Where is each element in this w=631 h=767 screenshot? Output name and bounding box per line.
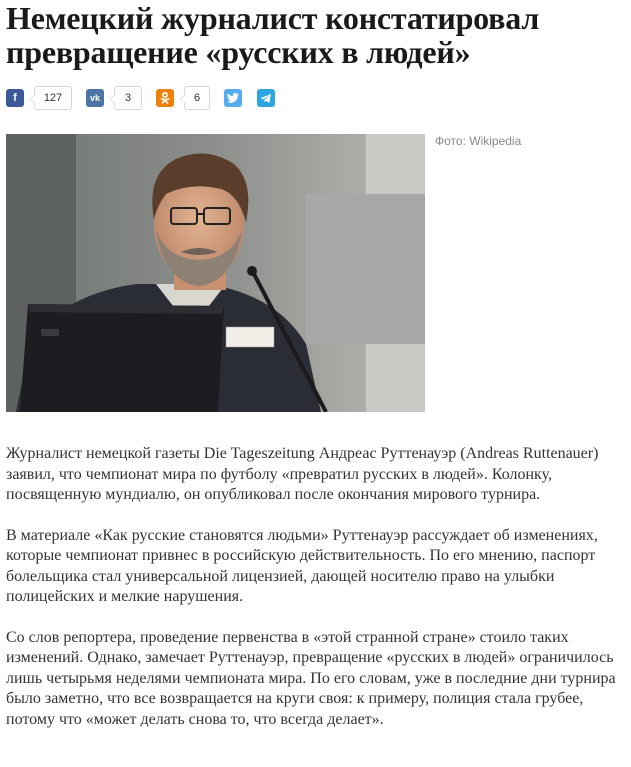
odnoklassniki-icon bbox=[160, 92, 170, 104]
vk-icon: vk bbox=[89, 93, 100, 103]
vk-share-button[interactable] bbox=[86, 89, 104, 107]
telegram-icon bbox=[260, 93, 272, 104]
article-photo bbox=[6, 134, 425, 412]
article-body bbox=[6, 444, 626, 750]
twitter-share-button[interactable] bbox=[224, 89, 242, 107]
article-paragraph: Со слов репортера, проведение первенства в «этой странной стране» стоило таких изменений. Однако, замечает Руттенауэр, превращение «русских в людей» ограничилось лишь четырьмя неделями чемпионата мира. По его словам, уже в последние дни турнира было заметно, что все возвращается на круги своя: к примеру, полиция стала грубее, потому что «может делать снова то, что всегда делает». bbox=[6, 628, 616, 728]
odnoklassniki-share-button[interactable] bbox=[156, 89, 174, 107]
article-paragraph: В материале «Как русские становятся людьми» Руттенауэр рассуждает об изменениях, которые чемпионат привнес в российскую действительность. По его мнению, паспорт болельщика стал универсальной лицензией, дающей носителю право на улыбки полицейских и мелкие нарушения. bbox=[6, 526, 598, 605]
facebook-share-button[interactable] bbox=[6, 89, 24, 107]
facebook-share-count: 127 bbox=[34, 86, 72, 110]
odnoklassniki-share-count: 6 bbox=[184, 86, 210, 110]
article-title: Немецкий журналист констатировал превращение «русских в людей» bbox=[6, 0, 540, 70]
vk-share-count: 3 bbox=[114, 86, 142, 110]
share-bar bbox=[6, 85, 275, 111]
article-paragraph: Журналист немецкой газеты Die Tageszeitung Андреас Руттенауэр (Andreas Ruttenauer) заявил, что чемпионат мира по футболу «превратил русских в людей». Колонку, посвященную мундиалю, он опубликовал после окончания мирового турнира. bbox=[6, 445, 599, 503]
twitter-icon bbox=[227, 93, 239, 103]
telegram-share-button[interactable] bbox=[257, 89, 275, 107]
photo-caption: Фото: Wikipedia bbox=[435, 134, 522, 148]
facebook-icon: f bbox=[13, 92, 17, 104]
